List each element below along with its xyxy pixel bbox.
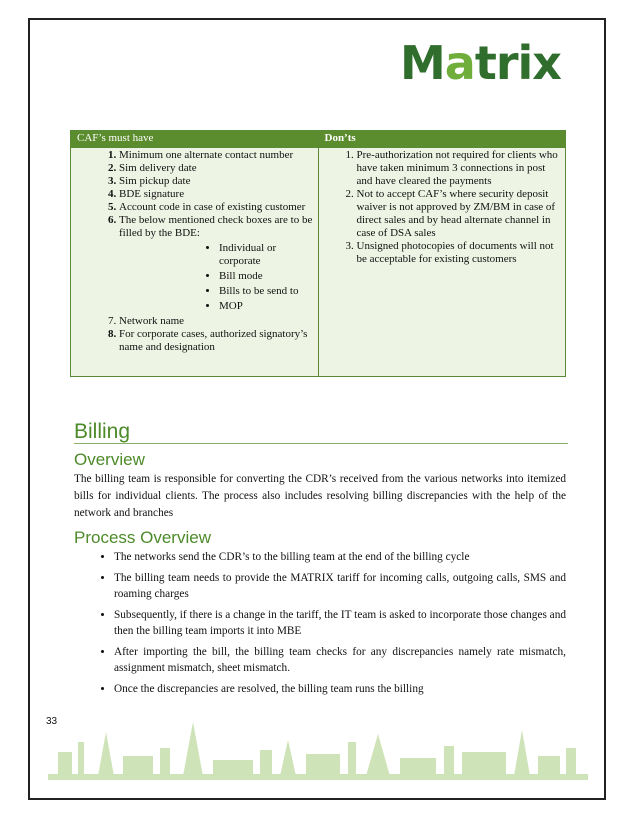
caf-table xyxy=(70,130,566,377)
list-item: • Individual or corporate xyxy=(219,242,314,268)
list-item: 7. Network name xyxy=(119,315,314,328)
city-skyline-decoration xyxy=(48,712,588,792)
matrix-logo: Matrix xyxy=(400,36,561,90)
list-item: 4. BDE signature xyxy=(119,188,314,201)
list-item: 6. The below mentioned check boxes are to be filled by the BDE: • Individual or corporate • Bill mode • Bills to be send to • MOP xyxy=(119,214,314,313)
list-item: 2. Sim delivery date xyxy=(119,162,314,175)
check-box-list xyxy=(119,242,314,313)
process-overview-heading: Process Overview xyxy=(74,528,211,547)
page-number: 33 xyxy=(46,716,58,727)
donts-list xyxy=(323,149,562,266)
process-list xyxy=(74,549,566,701)
list-item: • Bills to be send to xyxy=(219,285,314,298)
donts-header: Don’ts xyxy=(318,131,566,148)
list-item: • After importing the bill, the billing team checks for any discrepancies namely rate mismatch, assignment mismatch, sheet mismatch. xyxy=(114,644,566,677)
list-item: 3. Unsigned photocopies of documents will not be acceptable for existing customers xyxy=(357,240,562,266)
list-item: • MOP xyxy=(219,300,314,313)
heading-rule xyxy=(74,443,568,444)
caf-list xyxy=(75,149,314,354)
list-item: • Bill mode xyxy=(219,270,314,283)
overview-heading: Overview xyxy=(74,450,145,469)
caf-header: CAF’s must have xyxy=(71,131,319,148)
list-item: 1. Minimum one alternate contact number xyxy=(119,149,314,162)
list-item: • The networks send the CDR’s to the billing team at the end of the billing cycle xyxy=(114,549,566,566)
donts-cell xyxy=(318,148,566,377)
list-item: 5. Account code in case of existing customer xyxy=(119,201,314,214)
list-item: • Once the discrepancies are resolved, the billing team runs the billing xyxy=(114,681,566,698)
list-item: 3. Sim pickup date xyxy=(119,175,314,188)
list-item: 2. Not to accept CAF’s where security deposit waiver is not approved by ZM/BM in case of direct sales and by head alternate channel in case of DSA sales xyxy=(357,188,562,240)
list-item: • Subsequently, if there is a change in the tariff, the IT team is asked to incorporate those changes and then the billing team imports it into MBE xyxy=(114,607,566,640)
billing-heading: Billing xyxy=(74,420,131,443)
list-item: • The billing team needs to provide the MATRIX tariff for incoming calls, outgoing calls, SMS and roaming charges xyxy=(114,570,566,603)
caf-cell xyxy=(71,148,319,377)
list-item: 1. Pre-authorization not required for clients who have taken minimum 3 connections in post and have cleared the payments xyxy=(357,149,562,188)
list-item: 8. For corporate cases, authorized signatory’s name and designation xyxy=(119,328,314,354)
overview-paragraph: The billing team is responsible for converting the CDR’s received from the various networks into itemized bills for individual clients. The process also includes resolving billing discrepancies with the help of the network and branches xyxy=(74,473,566,519)
